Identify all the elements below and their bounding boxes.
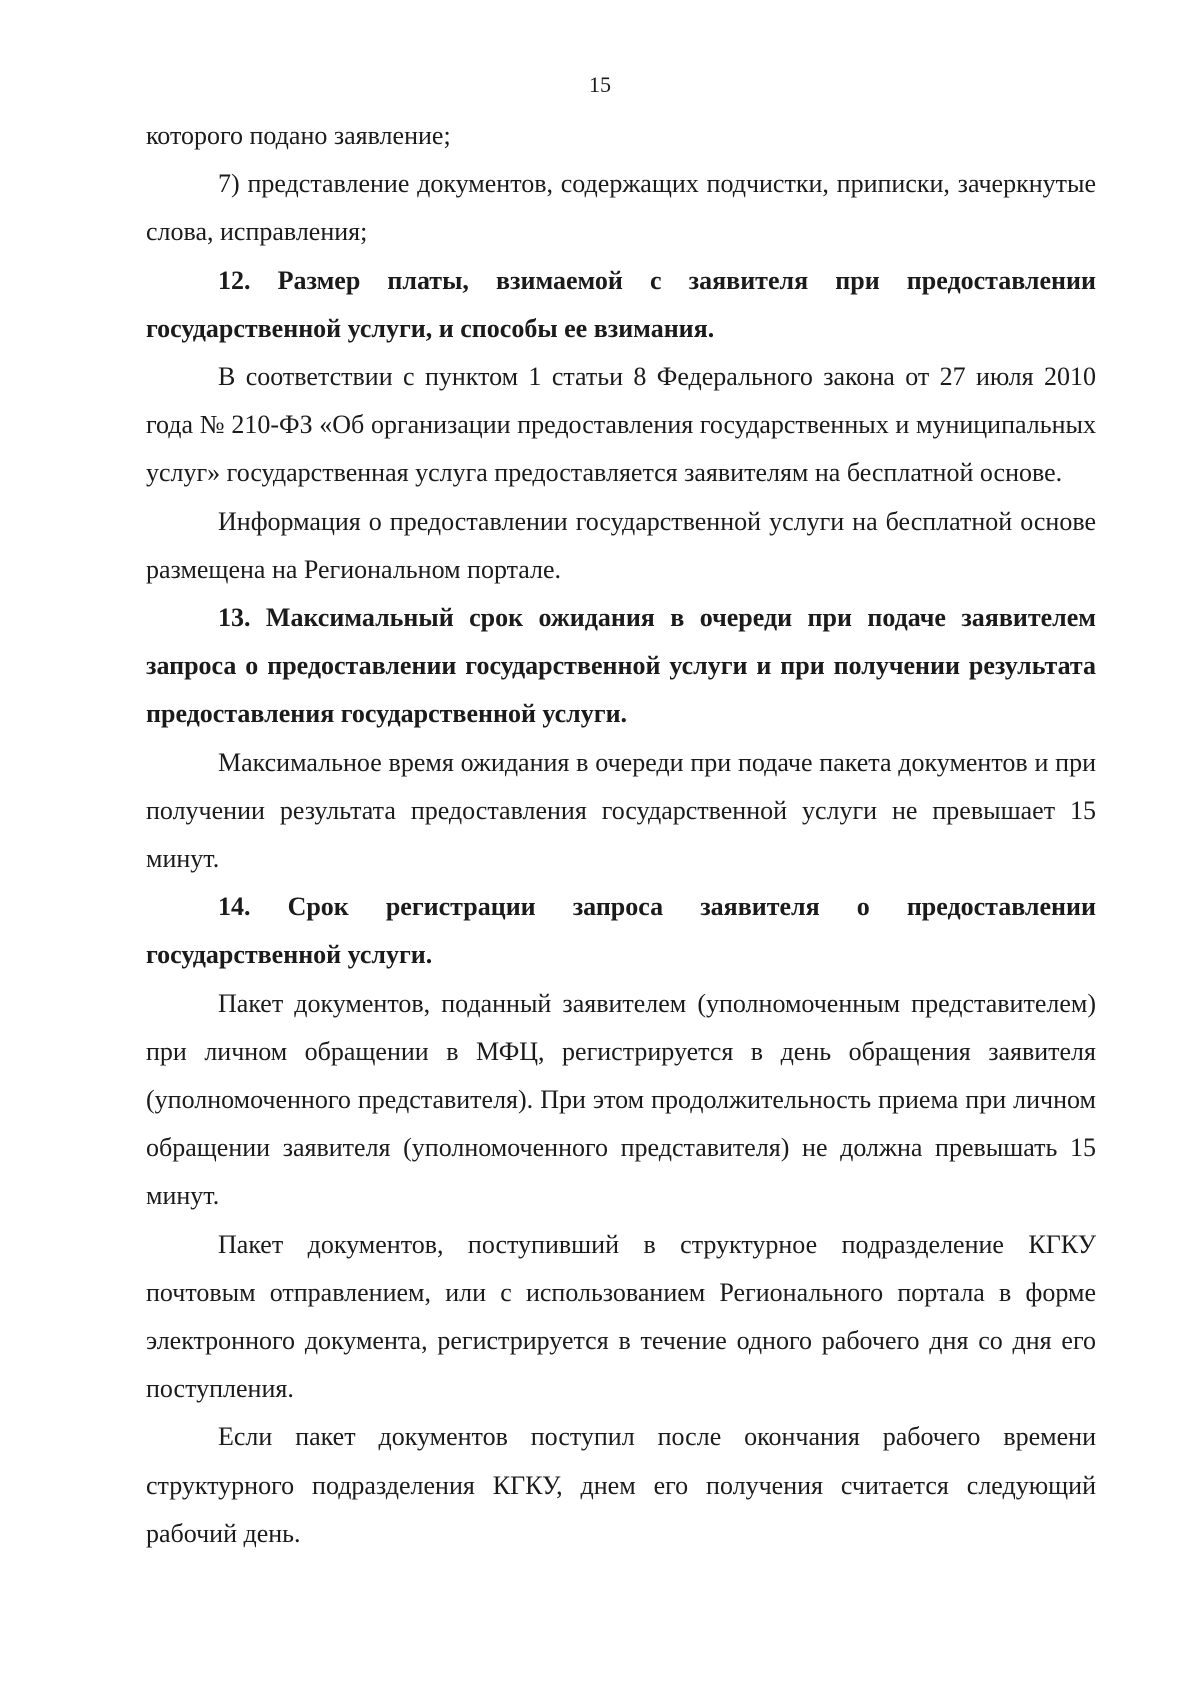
page-number: 15 <box>589 72 611 97</box>
paragraph-continuation: которого подано заявление; <box>146 121 451 150</box>
paragraph: Если пакет документов поступил после окончания рабочего времени структурного подразделения КГКУ, днем его получения считается следующий рабочий день. <box>146 1422 1096 1548</box>
paragraph: Пакет документов, поданный заявителем (уполномоченным представителем) при личном обращении в МФЦ, регистрируется в день обращения заявителя (уполномоченного представителя). При этом продолжительность приема при личном обращении заявителя (уполномоченного представителя) не должна превышать 15 минут. <box>146 988 1096 1211</box>
paragraph: Информация о предоставлении государственной услуги на бесплатной основе размещена на Региональном портале. <box>146 506 1096 584</box>
paragraph: Пакет документов, поступивший в структурное подразделение КГКУ почтовым отправлением, или с использованием Регионального портала в форме электронного документа, регистрируется в течение одного рабочего дня со дня его поступления. <box>146 1229 1096 1404</box>
section-heading-12: 12. Размер платы, взимаемой с заявителя при предоставлении государственной услуги, и способы ее взимания. <box>146 265 1096 343</box>
list-item-7: 7) представление документов, содержащих подчистки, приписки, зачеркнутые слова, исправления; <box>146 169 1096 247</box>
paragraph: Максимальное время ожидания в очереди при подаче пакета документов и при получении результата предоставления государственной услуги не превышает 15 минут. <box>146 747 1096 874</box>
paragraph: В соответствии с пунктом 1 статьи 8 Федерального закона от 27 июля 2010 года № 210-ФЗ «Об организации предоставления государственных и муниципальных услуг» государственная услуга предоставляется заявителям на бесплатной основе. <box>146 362 1096 488</box>
section-heading-13: 13. Максимальный срок ожидания в очереди при подаче заявителем запроса о предоставлении государственной услуги и при получении результата предоставления государственной услуги. <box>146 603 1096 729</box>
document-body <box>146 112 1096 1558</box>
section-heading-14: 14. Срок регистрации запроса заявителя о предоставлении государственной услуги. <box>146 892 1096 970</box>
